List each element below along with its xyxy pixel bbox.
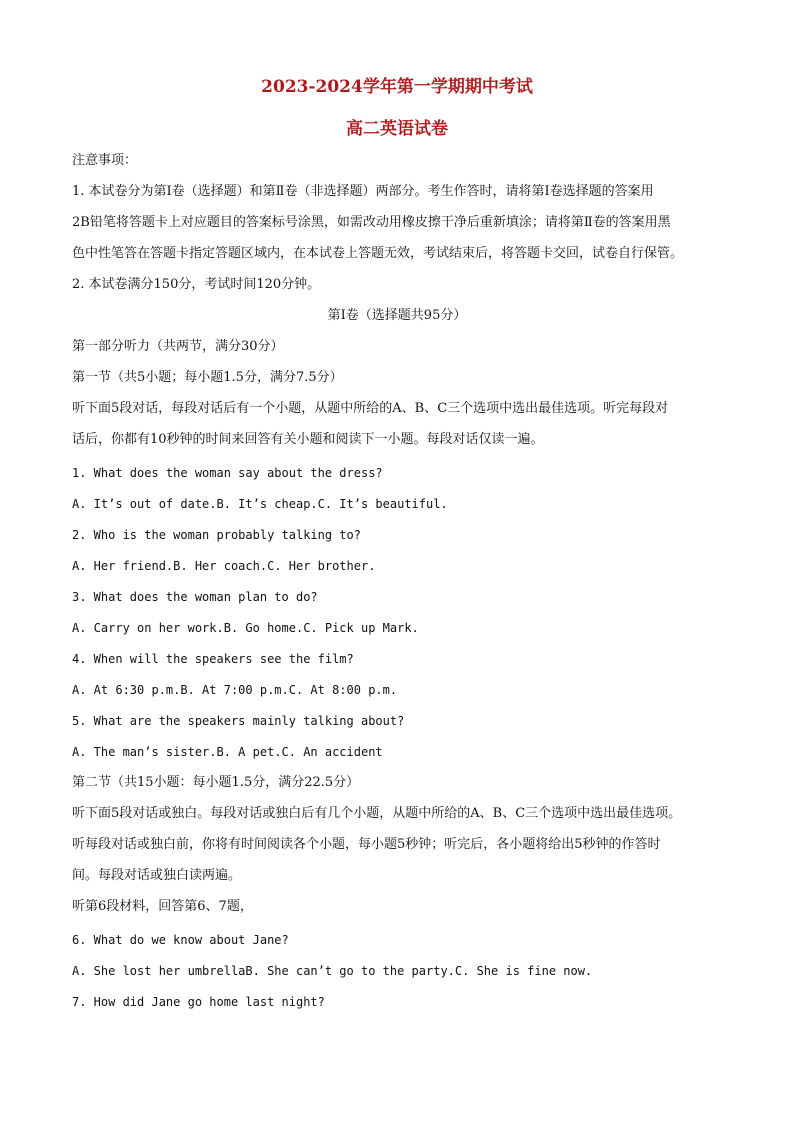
section-1-instruction-line-2: 话后，你都有10秒钟的时间来回答有关小题和阅读下一小题。每段对话仅读一遍。 — [72, 432, 544, 447]
note-1-line-2: 2B铅笔将答题卡上对应题目的答案标号涂黑，如需改动用橡皮擦干净后重新填涂；请将第Ⅱ卷的答案用黑 — [72, 215, 671, 230]
note-1-line-1: 1. 本试卷分为第Ⅰ卷（选择题）和第Ⅱ卷（非选择题）两部分。考生作答时，请将第Ⅰ卷选择题的答案用 — [72, 184, 654, 199]
note-2: 2. 本试卷满分150分，考试时间120分钟。 — [72, 277, 321, 292]
exam-title: 2023-2024学年第一学期期中考试 — [261, 77, 533, 97]
question-5: 5. What are the speakers mainly talking about? — [72, 714, 405, 728]
question-2-options: A. Her friend.B. Her coach.C. Her brother. — [72, 559, 376, 573]
notes-heading: 注意事项： — [72, 153, 138, 168]
section-2-instruction-line-3: 间。每段对话或独白读两遍。 — [72, 868, 242, 883]
exam-subtitle: 高二英语试卷 — [346, 119, 448, 139]
volume-1-heading: 第Ⅰ卷（选择题共95分） — [327, 308, 467, 323]
question-1-options: A. It’s out of date.B. It’s cheap.C. It’s beautiful. — [72, 497, 448, 511]
section-1-instruction-line-1: 听下面5段对话，每段对话后有一个小题，从题中所给的A、B、C三个选项中选出最佳选项。听完每段对 — [72, 401, 669, 416]
question-3: 3. What does the woman plan to do? — [72, 590, 318, 604]
question-5-options: A. The man’s sister.B. A pet.C. An accident — [72, 745, 383, 759]
section-1-heading: 第一节（共5小题；每小题1.5分，满分7.5分） — [72, 370, 343, 385]
question-1: 1. What does the woman say about the dress? — [72, 466, 383, 480]
section-2-instruction-line-1: 听下面5段对话或独白。每段对话或独白后有几个小题，从题中所给的A、B、C三个选项中选出最佳选项。 — [72, 806, 682, 821]
material-6-heading: 听第6段材料，回答第6、7题， — [72, 899, 253, 914]
question-7: 7. How did Jane go home last night? — [72, 995, 325, 1009]
section-2-heading: 第二节（共15小题：每小题1.5分，满分22.5分） — [72, 775, 360, 790]
note-1-line-3: 色中性笔答在答题卡指定答题区域内，在本试卷上答题无效，考试结束后，将答题卡交回，试卷自行保管。 — [72, 246, 684, 261]
question-2: 2. Who is the woman probably talking to? — [72, 528, 361, 542]
section-2-instruction-line-2: 听每段对话或独白前，你将有时间阅读各个小题，每小题5秒钟；听完后，各小题将给出5秒钟的作答时 — [72, 837, 661, 852]
question-6-options: A. She lost her umbrellaB. She can’t go to the party.C. She is fine now. — [72, 964, 593, 978]
question-6: 6. What do we know about Jane? — [72, 933, 289, 947]
part-1-heading: 第一部分听力（共两节，满分30分） — [72, 339, 284, 354]
question-4-options: A. At 6:30 p.m.B. At 7:00 p.m.C. At 8:00 p.m. — [72, 683, 398, 697]
question-3-options: A. Carry on her work.B. Go home.C. Pick up Mark. — [72, 621, 419, 635]
question-4: 4. When will the speakers see the film? — [72, 652, 354, 666]
